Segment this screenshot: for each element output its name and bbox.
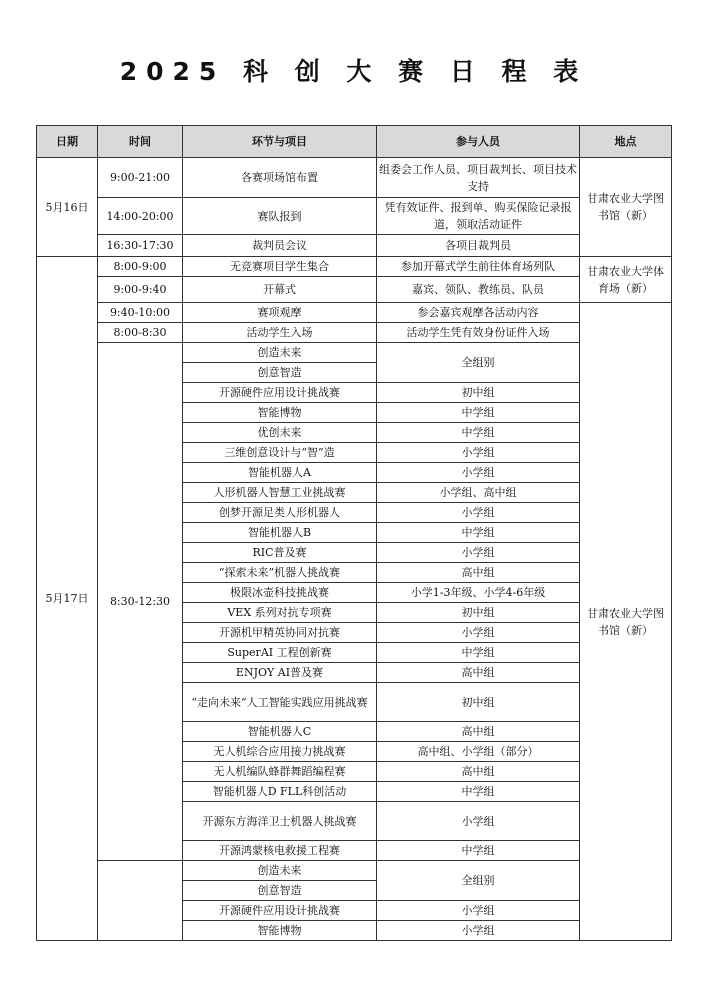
place-cell: 甘肃农业大学图书馆（新） [580, 303, 672, 941]
table-row [37, 303, 672, 323]
item-cell: 开源鸿蒙核电救援工程赛 [183, 841, 377, 861]
item-cell: 无人机编队蜂群舞蹈编程赛 [183, 762, 377, 782]
people-cell: 初中组 [377, 383, 580, 403]
item-cell: 三维创意设计与“智”造 [183, 443, 377, 463]
date-cell: 5月16日 [37, 158, 98, 257]
item-cell: 人形机器人智慧工业挑战赛 [183, 483, 377, 503]
people-cell: 组委会工作人员、项目裁判长、项目技术支持 [377, 158, 580, 198]
people-cell: 初中组 [377, 683, 580, 722]
item-cell: 无竞赛项目学生集合 [183, 257, 377, 277]
item-cell: VEX 系列对抗专项赛 [183, 603, 377, 623]
date-cell: 5月17日 [37, 257, 98, 941]
people-cell: 小学组 [377, 503, 580, 523]
table-row [37, 323, 672, 343]
people-cell: 全组别 [377, 343, 580, 383]
people-cell: 中学组 [377, 643, 580, 663]
people-cell: 小学1-3年级、小学4-6年级 [377, 583, 580, 603]
place-cell: 甘肃农业大学体育场（新） [580, 257, 672, 303]
time-cell: 16:30-17:30 [98, 235, 183, 257]
header-row [37, 126, 672, 158]
table-row [37, 257, 672, 277]
item-cell: 创意智造 [183, 881, 377, 901]
item-cell: 开源东方海洋卫士机器人挑战赛 [183, 802, 377, 841]
item-cell: “探索未来”机器人挑战赛 [183, 563, 377, 583]
people-cell: 中学组 [377, 841, 580, 861]
time-cell: 8:30-12:30 [98, 343, 183, 861]
header-place: 地点 [580, 126, 672, 158]
people-cell: 凭有效证件、报到单、购买保险记录报道，领取活动证件 [377, 198, 580, 235]
item-cell: 活动学生入场 [183, 323, 377, 343]
header-people: 参与人员 [377, 126, 580, 158]
people-cell: 小学组 [377, 901, 580, 921]
people-cell: 小学组 [377, 443, 580, 463]
item-cell: 开幕式 [183, 277, 377, 303]
item-cell: SuperAI 工程创新赛 [183, 643, 377, 663]
time-cell: 8:00-9:00 [98, 257, 183, 277]
item-cell: 创意智造 [183, 363, 377, 383]
table-row [37, 343, 672, 363]
header-item: 环节与项目 [183, 126, 377, 158]
people-cell: 小学组、高中组 [377, 483, 580, 503]
item-cell: 智能机器人A [183, 463, 377, 483]
item-cell: 极限冰壶科技挑战赛 [183, 583, 377, 603]
table-row [37, 158, 672, 198]
people-cell: 活动学生凭有效身份证件入场 [377, 323, 580, 343]
time-cell: 14:00-20:00 [98, 198, 183, 235]
item-cell: 裁判员会议 [183, 235, 377, 257]
item-cell: 智能博物 [183, 403, 377, 423]
people-cell: 小学组 [377, 543, 580, 563]
people-cell: 初中组 [377, 603, 580, 623]
people-cell: 高中组 [377, 762, 580, 782]
item-cell: 开源硬件应用设计挑战赛 [183, 383, 377, 403]
people-cell: 中学组 [377, 782, 580, 802]
time-cell: 9:00-21:00 [98, 158, 183, 198]
people-cell: 参加开幕式学生前往体育场列队 [377, 257, 580, 277]
table-row [37, 198, 672, 235]
table-row [37, 861, 672, 881]
people-cell: 高中组 [377, 663, 580, 683]
item-cell: 赛队报到 [183, 198, 377, 235]
time-cell-empty [98, 861, 183, 941]
people-cell: 高中组 [377, 722, 580, 742]
item-cell: 创造未来 [183, 343, 377, 363]
item-cell: 智能机器人B [183, 523, 377, 543]
time-cell: 8:00-8:30 [98, 323, 183, 343]
header-time: 时间 [98, 126, 183, 158]
item-cell: 智能机器人D FLL科创活动 [183, 782, 377, 802]
item-cell: ENJOY AI普及赛 [183, 663, 377, 683]
people-cell: 小学组 [377, 463, 580, 483]
item-cell: 各赛项场馆布置 [183, 158, 377, 198]
table-row [37, 235, 672, 257]
place-cell: 甘肃农业大学图书馆（新） [580, 158, 672, 257]
item-cell: 无人机综合应用接力挑战赛 [183, 742, 377, 762]
people-cell: 全组别 [377, 861, 580, 901]
people-cell: 高中组 [377, 563, 580, 583]
table-row [37, 277, 672, 303]
people-cell: 中学组 [377, 523, 580, 543]
item-cell: 创造未来 [183, 861, 377, 881]
people-cell: 参会嘉宾观摩各活动内容 [377, 303, 580, 323]
time-cell: 9:40-10:00 [98, 303, 183, 323]
people-cell: 各项目裁判员 [377, 235, 580, 257]
item-cell: 创梦开源足类人形机器人 [183, 503, 377, 523]
people-cell: 高中组、小学组（部分） [377, 742, 580, 762]
people-cell: 小学组 [377, 623, 580, 643]
people-cell: 小学组 [377, 921, 580, 941]
page-title: 2025 科 创 大 赛 日 程 表 [119, 57, 588, 86]
item-cell: 智能博物 [183, 921, 377, 941]
people-cell: 嘉宾、领队、教练员、队员 [377, 277, 580, 303]
people-cell: 中学组 [377, 423, 580, 443]
item-cell: 开源机甲精英协同对抗赛 [183, 623, 377, 643]
item-cell: 智能机器人C [183, 722, 377, 742]
item-cell: 赛项观摩 [183, 303, 377, 323]
item-cell: RIC普及赛 [183, 543, 377, 563]
people-cell: 小学组 [377, 802, 580, 841]
header-date: 日期 [37, 126, 98, 158]
people-cell: 中学组 [377, 403, 580, 423]
schedule-table [36, 125, 672, 941]
item-cell: 开源硬件应用设计挑战赛 [183, 901, 377, 921]
time-cell: 9:00-9:40 [98, 277, 183, 303]
item-cell: “走向未来”人工智能实践应用挑战赛 [183, 683, 377, 722]
item-cell: 优创未来 [183, 423, 377, 443]
